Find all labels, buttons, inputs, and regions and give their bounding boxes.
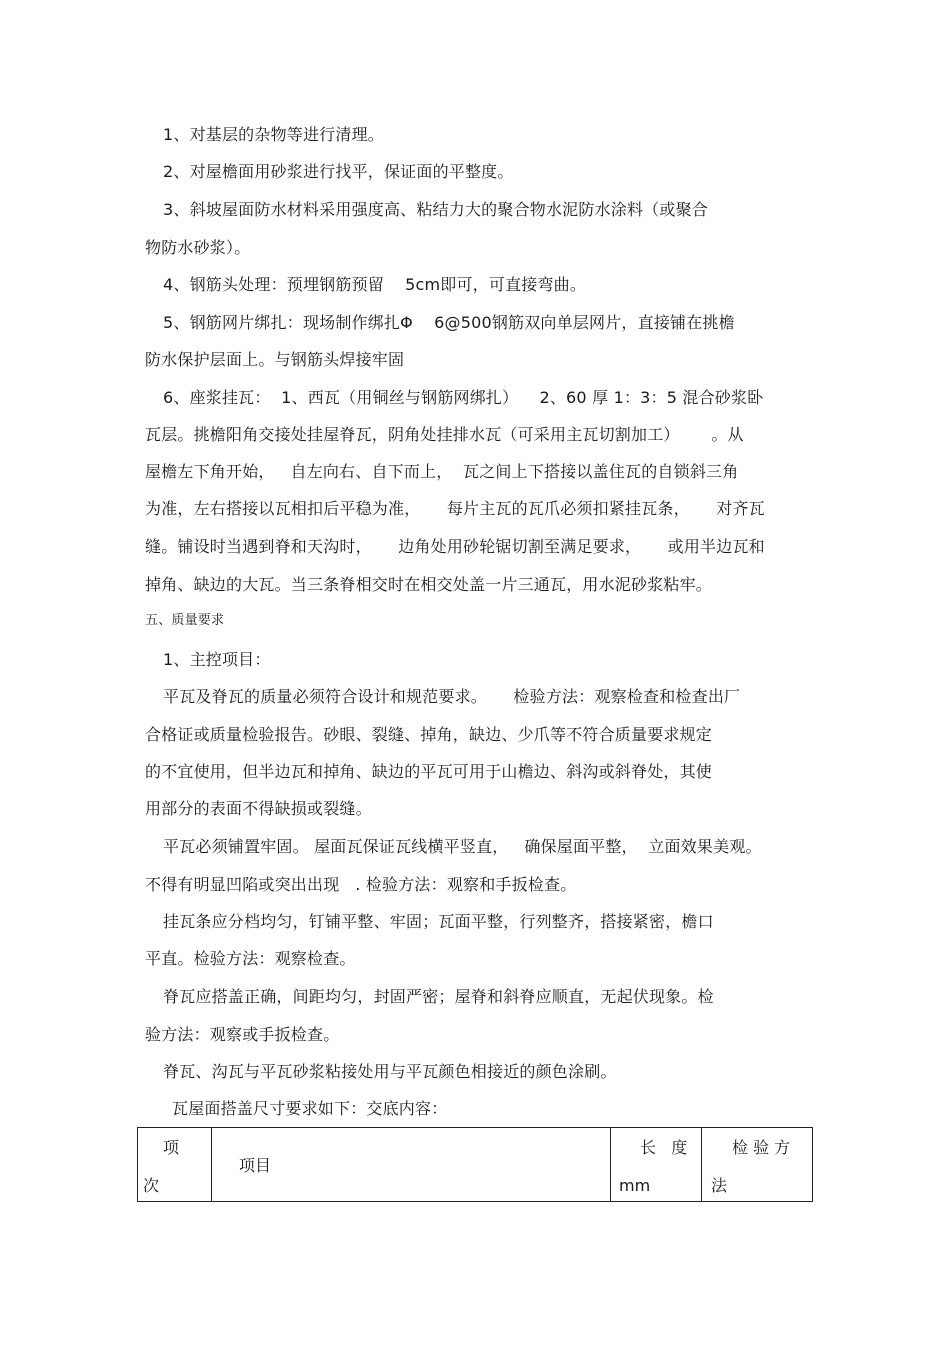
table-divider (701, 1128, 702, 1201)
header-cell-index-top: 项 (163, 1138, 180, 1157)
table-divider (211, 1128, 212, 1201)
paragraph-line: 屋檐左下角开始， 自左向右、自下而上， 瓦之间上下搭接以盖住瓦的自锁斜三角 (145, 462, 739, 481)
paragraph-line: 合格证或质量检验报告。砂眼、裂缝、掉角，缺边、少爪等不符合质量要求规定 (145, 725, 713, 744)
paragraph-line: 瓦层。挑檐阳角交接处挂屋脊瓦，阴角处挂排水瓦（可采用主瓦切割加工） 。从 (145, 425, 744, 444)
spec-table (137, 1127, 813, 1202)
paragraph-line: 用部分的表面不得缺损或裂缝。 (145, 799, 372, 818)
paragraph-line: 缝。铺设时当遇到脊和天沟时， 边角处用砂轮锯切割至满足要求， 或用半边瓦和 (145, 537, 765, 556)
paragraph-line: 平瓦及脊瓦的质量必须符合设计和规范要求。 检验方法：观察检查和检查出厂 (163, 687, 741, 706)
paragraph-line: 脊瓦应搭盖正确，间距均匀，封固严密；屋脊和斜脊应顺直，无起伏现象。检 (163, 987, 714, 1006)
paragraph-line: 的不宜使用，但半边瓦和掉角、缺边的平瓦可用于山檐边、斜沟或斜脊处，其使 (145, 762, 713, 781)
paragraph-line: 防水保护层面上。与钢筋头焊接牢固 (145, 350, 405, 369)
paragraph-line: 瓦屋面搭盖尺寸要求如下：交底内容： (172, 1099, 448, 1118)
header-cell-index-bottom: 次 (143, 1176, 160, 1195)
header-cell-method-top: 检 验 方 (732, 1138, 791, 1157)
paragraph-line: 验方法：观察或手扳检查。 (145, 1025, 340, 1044)
paragraph-line: 4、钢筋头处理：预埋钢筋预留 5cm即可，可直接弯曲。 (163, 275, 587, 294)
paragraph-line: 3、斜坡屋面防水材料采用强度高、粘结力大的聚合物水泥防水涂料（或聚合 (163, 200, 708, 219)
paragraph-line: 挂瓦条应分档均匀，钉铺平整、牢固；瓦面平整，行列整齐，搭接紧密，檐口 (163, 912, 714, 931)
paragraph-line: 脊瓦、沟瓦与平瓦砂浆粘接处用与平瓦颜色相接近的颜色涂刷。 (163, 1062, 617, 1081)
paragraph-line: 平直。检验方法：观察检查。 (145, 949, 356, 968)
paragraph-line: 为准，左右搭接以瓦相扣后平稳为准， 每片主瓦的瓦爪必须扣紧挂瓦条， 对齐瓦 (145, 499, 765, 518)
paragraph-line: 5、钢筋网片绑扎：现场制作绑扎Φ 6@500钢筋双向单层网片，直接铺在挑檐 (163, 313, 735, 332)
section-heading: 五、质量要求 (145, 613, 225, 628)
paragraph-line: 1、主控项目： (163, 650, 271, 669)
paragraph-line: 平瓦必须铺置牢固。 屋面瓦保证瓦线横平竖直， 确保屋面平整， 立面效果美观。 (163, 837, 762, 856)
table-divider (610, 1128, 611, 1201)
header-cell-method-bottom: 法 (711, 1176, 728, 1195)
paragraph-line: 物防水砂浆）。 (145, 238, 251, 257)
header-cell-item: 项目 (239, 1156, 272, 1175)
header-cell-length-bottom: mm (619, 1176, 651, 1195)
header-cell-length-top: 长 度 (640, 1138, 688, 1157)
paragraph-line: 不得有明显凹陷或突出出现 . 检验方法：观察和手扳检查。 (145, 875, 577, 894)
paragraph-line: 6、座浆挂瓦： 1、西瓦（用铜丝与钢筋网绑扎） 2、60 厚 1：3：5 混合砂浆卧 (163, 388, 764, 407)
paragraph-line: 2、对屋檐面用砂浆进行找平，保证面的平整度。 (163, 162, 514, 181)
paragraph-line: 1、对基层的杂物等进行清理。 (163, 125, 384, 144)
paragraph-line: 掉角、缺边的大瓦。当三条脊相交时在相交处盖一片三通瓦，用水泥砂浆粘牢。 (145, 575, 713, 594)
